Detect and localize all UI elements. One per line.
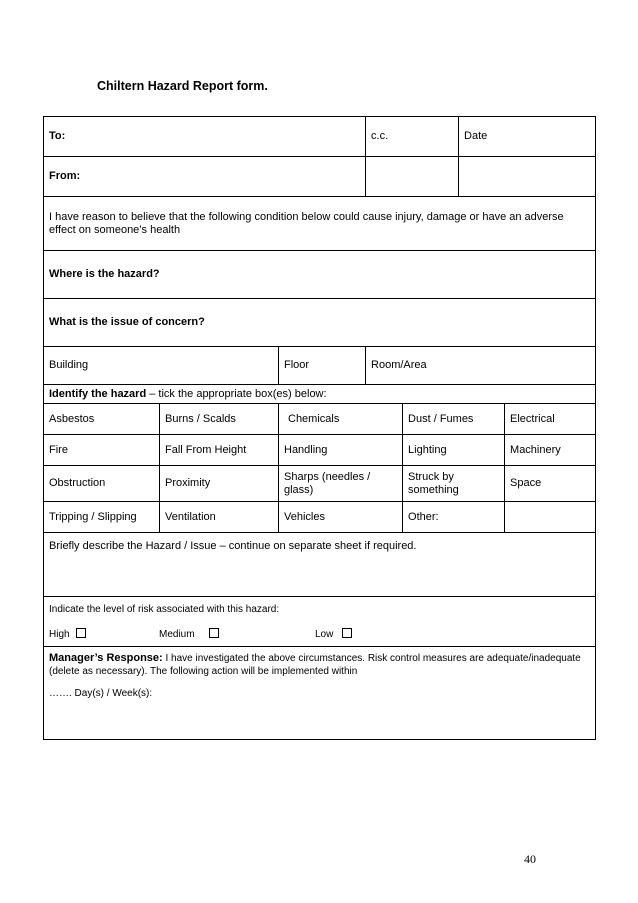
hazard-option[interactable]: Sharps (needles / glass): [279, 466, 403, 502]
hazard-row: [44, 466, 596, 502]
hazard-option[interactable]: Ventilation: [160, 502, 279, 533]
hazard-row: [44, 435, 596, 466]
issue-concern-field[interactable]: What is the issue of concern?: [44, 299, 596, 347]
hazard-option[interactable]: Handling: [279, 435, 403, 466]
issue-row: [44, 299, 596, 347]
risk-high-option[interactable]: [49, 628, 159, 641]
manager-text: I have investigated the above circumstances. Risk control measures are adequate/inadequate (delete as necessary). The following action will be implemented within: [49, 653, 581, 677]
risk-low-label: Low: [315, 628, 334, 640]
hazard-option[interactable]: Chemicals: [279, 404, 403, 435]
risk-high-checkbox[interactable]: [76, 628, 86, 638]
hazard-option[interactable]: Obstruction: [44, 466, 160, 502]
hazard-option[interactable]: Vehicles: [279, 502, 403, 533]
identify-row: [44, 385, 596, 404]
identify-bold: Identify the hazard: [49, 387, 147, 400]
hazard-option[interactable]: Electrical: [505, 404, 596, 435]
hazard-option[interactable]: Lighting: [403, 435, 505, 466]
to-row: [44, 117, 596, 157]
cc-field[interactable]: c.c.: [366, 117, 459, 157]
date-field[interactable]: Date: [459, 117, 596, 157]
risk-options: [49, 628, 590, 641]
room-area-field[interactable]: Room/Area: [366, 347, 596, 385]
risk-high-label: High: [49, 628, 70, 640]
manager-row: [44, 647, 596, 740]
to-field[interactable]: To:: [44, 117, 366, 157]
building-field[interactable]: Building: [44, 347, 279, 385]
from-row: [44, 157, 596, 197]
hazard-option[interactable]: Tripping / Slipping: [44, 502, 160, 533]
hazard-option[interactable]: Burns / Scalds: [160, 404, 279, 435]
floor-field[interactable]: Floor: [279, 347, 366, 385]
hazard-option[interactable]: Asbestos: [44, 404, 160, 435]
cc-value-cell[interactable]: [366, 157, 459, 197]
manager-response-section[interactable]: [44, 647, 596, 740]
hazard-option[interactable]: Dust / Fumes: [403, 404, 505, 435]
risk-label: Indicate the level of risk associated with this hazard:: [49, 603, 280, 615]
risk-medium-checkbox[interactable]: [209, 628, 219, 638]
date-value-cell[interactable]: [459, 157, 596, 197]
describe-hazard-field[interactable]: Briefly describe the Hazard / Issue – continue on separate sheet if required.: [44, 533, 596, 597]
hazard-option[interactable]: Fall From Height: [160, 435, 279, 466]
manager-label: Manager’s Response:: [49, 652, 163, 664]
identify-rest: – tick the appropriate box(es) below:: [146, 387, 327, 400]
hazard-option[interactable]: Space: [505, 466, 596, 502]
from-field[interactable]: From:: [44, 157, 366, 197]
form-title: Chiltern Hazard Report form.: [97, 79, 268, 93]
identify-instruction: [44, 385, 596, 404]
page-number: 40: [524, 852, 536, 866]
risk-low-checkbox[interactable]: [342, 628, 352, 638]
risk-row: [44, 597, 596, 647]
location-row: [44, 347, 596, 385]
risk-level-section: [44, 597, 596, 647]
hazard-row: [44, 502, 596, 533]
hazard-option[interactable]: Proximity: [160, 466, 279, 502]
hazard-row: [44, 404, 596, 435]
risk-low-option[interactable]: [315, 629, 352, 640]
manager-response-text: [49, 652, 590, 678]
hazard-option[interactable]: Struck by something: [403, 466, 505, 502]
where-row: [44, 251, 596, 299]
risk-medium-option[interactable]: [159, 628, 315, 641]
where-hazard-field[interactable]: Where is the hazard?: [44, 251, 596, 299]
statement-row: [44, 197, 596, 251]
statement-text: I have reason to believe that the following condition below could cause injury, damage or have an adverse effect on someone’s health: [44, 197, 596, 251]
describe-row: [44, 533, 596, 597]
hazard-option[interactable]: Machinery: [505, 435, 596, 466]
hazard-option[interactable]: Other:: [403, 502, 505, 533]
hazard-report-table: [43, 116, 596, 740]
manager-days-field: ……. Day(s) / Week(s):: [49, 688, 153, 699]
hazard-option[interactable]: [505, 502, 596, 533]
risk-medium-label: Medium: [159, 628, 195, 640]
hazard-option[interactable]: Fire: [44, 435, 160, 466]
